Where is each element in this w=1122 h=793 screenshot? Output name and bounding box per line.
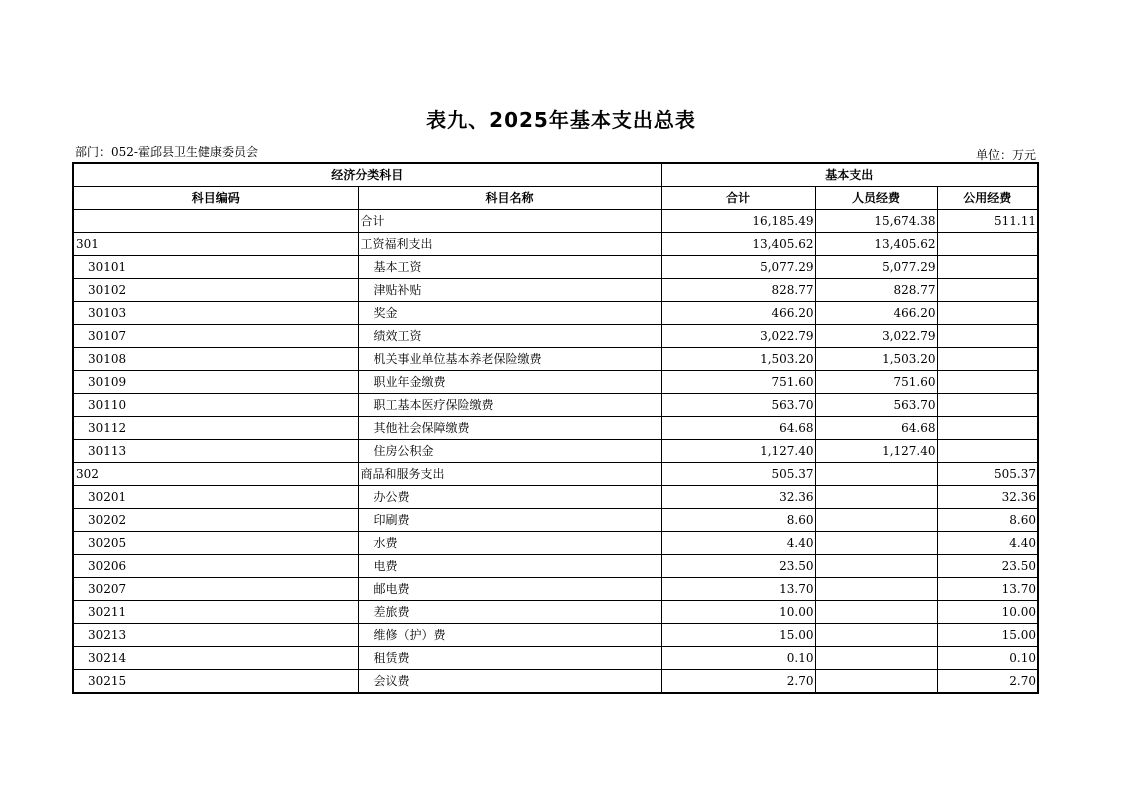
table-row	[73, 348, 1038, 371]
personnel-expense-cell: 15,674.38	[815, 210, 937, 233]
personnel-expense-cell	[815, 647, 937, 670]
table-row	[73, 509, 1038, 532]
personnel-expense-cell	[815, 486, 937, 509]
table-row	[73, 670, 1038, 694]
table-row	[73, 371, 1038, 394]
subject-name-cell: 津贴补贴	[358, 279, 661, 302]
subject-code-cell: 30211	[73, 601, 358, 624]
table-row	[73, 233, 1038, 256]
personnel-expense-cell: 1,127.40	[815, 440, 937, 463]
personnel-expense-cell	[815, 670, 937, 694]
personnel-expense-cell	[815, 601, 937, 624]
header-economic-classification: 经济分类科目	[73, 163, 661, 187]
subject-name-cell: 会议费	[358, 670, 661, 694]
header-total: 合计	[661, 187, 815, 210]
public-expense-cell	[937, 256, 1038, 279]
table-row	[73, 440, 1038, 463]
subject-name-cell: 差旅费	[358, 601, 661, 624]
total-cell: 563.70	[661, 394, 815, 417]
public-expense-cell: 2.70	[937, 670, 1038, 694]
personnel-expense-cell	[815, 555, 937, 578]
subject-code-cell	[73, 210, 358, 233]
total-cell: 8.60	[661, 509, 815, 532]
subject-code-cell: 30113	[73, 440, 358, 463]
subject-name-cell: 工资福利支出	[358, 233, 661, 256]
subject-code-cell: 30112	[73, 417, 358, 440]
subject-code-cell: 30213	[73, 624, 358, 647]
subject-code-cell: 30101	[73, 256, 358, 279]
header-personnel-expense: 人员经费	[815, 187, 937, 210]
public-expense-cell	[937, 325, 1038, 348]
table-row	[73, 647, 1038, 670]
total-cell: 1,127.40	[661, 440, 815, 463]
personnel-expense-cell: 563.70	[815, 394, 937, 417]
public-expense-cell: 8.60	[937, 509, 1038, 532]
header-public-expense: 公用经费	[937, 187, 1038, 210]
subject-code-cell: 30215	[73, 670, 358, 694]
table-row	[73, 256, 1038, 279]
public-expense-cell	[937, 440, 1038, 463]
public-expense-cell: 4.40	[937, 532, 1038, 555]
total-cell: 3,022.79	[661, 325, 815, 348]
personnel-expense-cell: 751.60	[815, 371, 937, 394]
personnel-expense-cell: 828.77	[815, 279, 937, 302]
total-cell: 23.50	[661, 555, 815, 578]
subject-name-cell: 职业年金缴费	[358, 371, 661, 394]
table-row	[73, 302, 1038, 325]
total-cell: 0.10	[661, 647, 815, 670]
total-cell: 466.20	[661, 302, 815, 325]
subject-name-cell: 住房公积金	[358, 440, 661, 463]
table-row	[73, 486, 1038, 509]
header-subject-name: 科目名称	[358, 187, 661, 210]
public-expense-cell	[937, 302, 1038, 325]
total-cell: 15.00	[661, 624, 815, 647]
subject-name-cell: 基本工资	[358, 256, 661, 279]
subject-name-cell: 印刷费	[358, 509, 661, 532]
header-group-row	[73, 163, 1038, 187]
total-cell: 5,077.29	[661, 256, 815, 279]
subject-code-cell: 301	[73, 233, 358, 256]
total-cell: 4.40	[661, 532, 815, 555]
subject-code-cell: 30102	[73, 279, 358, 302]
subject-name-cell: 电费	[358, 555, 661, 578]
subject-code-cell: 30205	[73, 532, 358, 555]
table-row	[73, 279, 1038, 302]
unit-label: 单位：万元	[975, 148, 1036, 162]
subject-name-cell: 机关事业单位基本养老保险缴费	[358, 348, 661, 371]
table-row	[73, 601, 1038, 624]
public-expense-cell	[937, 371, 1038, 394]
public-expense-cell	[937, 394, 1038, 417]
subject-code-cell: 30207	[73, 578, 358, 601]
table-row	[73, 463, 1038, 486]
subject-code-cell: 30201	[73, 486, 358, 509]
subject-code-cell: 30206	[73, 555, 358, 578]
subject-code-cell: 30214	[73, 647, 358, 670]
table-row	[73, 578, 1038, 601]
total-cell: 13,405.62	[661, 233, 815, 256]
total-cell: 751.60	[661, 371, 815, 394]
table-row	[73, 624, 1038, 647]
subject-name-cell: 合计	[358, 210, 661, 233]
personnel-expense-cell	[815, 532, 937, 555]
subject-name-cell: 水费	[358, 532, 661, 555]
table-row	[73, 532, 1038, 555]
subject-name-cell: 奖金	[358, 302, 661, 325]
public-expense-cell: 10.00	[937, 601, 1038, 624]
total-cell: 16,185.49	[661, 210, 815, 233]
subject-name-cell: 维修（护）费	[358, 624, 661, 647]
table-row	[73, 555, 1038, 578]
personnel-expense-cell: 13,405.62	[815, 233, 937, 256]
total-cell: 505.37	[661, 463, 815, 486]
department-label: 部门：052-霍邱县卫生健康委员会	[75, 145, 258, 159]
total-cell: 10.00	[661, 601, 815, 624]
public-expense-cell: 32.36	[937, 486, 1038, 509]
subject-code-cell: 30107	[73, 325, 358, 348]
table-row	[73, 210, 1038, 233]
subject-code-cell: 30109	[73, 371, 358, 394]
total-cell: 1,503.20	[661, 348, 815, 371]
table-row	[73, 394, 1038, 417]
personnel-expense-cell	[815, 578, 937, 601]
public-expense-cell	[937, 279, 1038, 302]
table-row	[73, 417, 1038, 440]
personnel-expense-cell: 5,077.29	[815, 256, 937, 279]
total-cell: 64.68	[661, 417, 815, 440]
table-row	[73, 325, 1038, 348]
personnel-expense-cell	[815, 463, 937, 486]
public-expense-cell: 0.10	[937, 647, 1038, 670]
public-expense-cell	[937, 348, 1038, 371]
public-expense-cell: 15.00	[937, 624, 1038, 647]
total-cell: 2.70	[661, 670, 815, 694]
subject-code-cell: 30103	[73, 302, 358, 325]
personnel-expense-cell	[815, 509, 937, 532]
public-expense-cell: 23.50	[937, 555, 1038, 578]
subject-name-cell: 办公费	[358, 486, 661, 509]
subject-name-cell: 其他社会保障缴费	[358, 417, 661, 440]
personnel-expense-cell: 64.68	[815, 417, 937, 440]
subject-code-cell: 302	[73, 463, 358, 486]
header-basic-expenditure: 基本支出	[661, 163, 1038, 187]
personnel-expense-cell: 466.20	[815, 302, 937, 325]
total-cell: 13.70	[661, 578, 815, 601]
personnel-expense-cell	[815, 624, 937, 647]
subject-name-cell: 商品和服务支出	[358, 463, 661, 486]
total-cell: 828.77	[661, 279, 815, 302]
total-cell: 32.36	[661, 486, 815, 509]
personnel-expense-cell: 3,022.79	[815, 325, 937, 348]
subject-name-cell: 邮电费	[358, 578, 661, 601]
expenditure-table	[72, 162, 1039, 694]
subject-code-cell: 30202	[73, 509, 358, 532]
public-expense-cell: 505.37	[937, 463, 1038, 486]
subject-name-cell: 职工基本医疗保险缴费	[358, 394, 661, 417]
public-expense-cell: 13.70	[937, 578, 1038, 601]
subject-code-cell: 30108	[73, 348, 358, 371]
header-subject-code: 科目编码	[73, 187, 358, 210]
header-column-row	[73, 187, 1038, 210]
public-expense-cell	[937, 233, 1038, 256]
page-title: 表九、2025年基本支出总表	[426, 108, 696, 132]
public-expense-cell: 511.11	[937, 210, 1038, 233]
public-expense-cell	[937, 417, 1038, 440]
personnel-expense-cell: 1,503.20	[815, 348, 937, 371]
subject-name-cell: 租赁费	[358, 647, 661, 670]
subject-code-cell: 30110	[73, 394, 358, 417]
subject-name-cell: 绩效工资	[358, 325, 661, 348]
